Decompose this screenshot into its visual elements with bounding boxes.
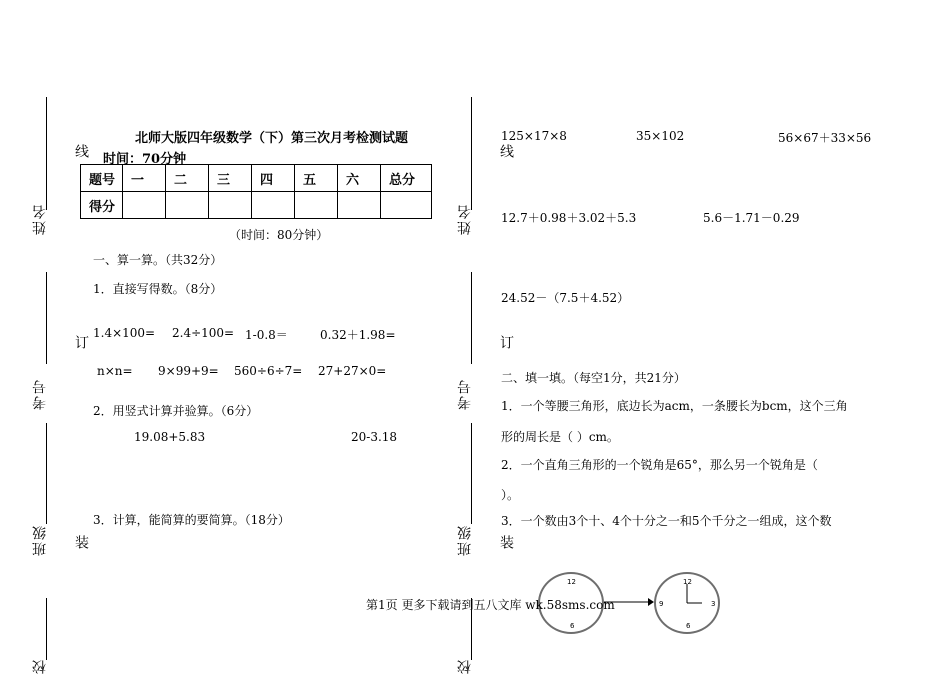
oral-item: 1-0.8＝ — [245, 328, 288, 342]
margin-examno-label-2: 考号 — [457, 378, 473, 410]
fill-question-1: 1．一个等腰三角形，底边长为acm，一条腰长为bcm，这个三角 — [501, 399, 848, 413]
binding-line-left-3 — [46, 423, 47, 524]
section-1-heading: 一、算一算。（共32分） — [93, 253, 223, 267]
margin-line-label-2: 线 — [498, 144, 514, 158]
question-2: 2．用竖式计算并验算。（6分） — [93, 404, 259, 418]
oral-item: 1.4×100= — [93, 326, 156, 340]
score-header-cell: 三 — [209, 165, 252, 192]
margin-class-label-2: 班级 — [457, 524, 473, 556]
score-header-cell: 总分 — [381, 165, 432, 192]
clock-number-3: 3 — [711, 600, 716, 608]
margin-ding-label: 订 — [73, 335, 89, 349]
oral-item: 2.4÷100= — [172, 326, 235, 340]
vertical-calc-item: 20-3.18 — [351, 430, 398, 444]
margin-class-label: 班级 — [32, 524, 48, 556]
score-header-cell: 四 — [252, 165, 295, 192]
fill-question-3: 3．一个数由3个十、4个十分之一和5个千分之一组成，这个数 — [501, 514, 832, 528]
score-table — [80, 164, 432, 219]
fill-question-1-cont: 形的周长是（ ）cm。 — [501, 430, 619, 444]
margin-zhuang-label: 装 — [73, 535, 89, 549]
margin-zhuang-label-2: 装 — [498, 535, 514, 549]
score-row — [81, 192, 432, 219]
calc-item: 125×17×8 — [501, 129, 567, 143]
margin-name-label-2: 姓名 — [457, 203, 473, 235]
binding-line-left-1 — [46, 97, 47, 210]
page-footer: 第1页 更多下载请到五八文库 wk.58sms.com — [366, 598, 615, 612]
clock-number-9: 9 — [659, 600, 664, 608]
score-header-cell: 一 — [123, 165, 166, 192]
score-header-row — [81, 165, 432, 192]
margin-name-label: 姓名 — [32, 203, 48, 235]
score-cell[interactable] — [209, 192, 252, 219]
binding-line-left-4 — [46, 598, 47, 660]
score-cell[interactable] — [295, 192, 338, 219]
question-1: 1．直接写得数。（8分） — [93, 282, 223, 296]
oral-item: 9×99+9= — [158, 364, 219, 378]
calc-item: 56×67＋33×56 — [778, 131, 872, 145]
vertical-calc-item: 19.08+5.83 — [134, 430, 206, 444]
calc-item: 24.52－（7.5＋4.52） — [501, 291, 630, 305]
score-cell[interactable] — [166, 192, 209, 219]
clock-number-12: 12 — [567, 578, 576, 586]
exam-time: 时间：70分钟 — [103, 152, 187, 167]
fill-question-2: 2．一个直角三角形的一个锐角是65°，那么另一个锐角是（ — [501, 458, 818, 472]
exam-title: 北师大版四年级数学（下）第三次月考检测试题 — [135, 131, 409, 146]
clock-number-12: 12 — [683, 578, 692, 586]
score-header-cell: 六 — [338, 165, 381, 192]
clock-number-6: 6 — [686, 622, 691, 630]
margin-school-label-2: 校 — [457, 658, 473, 674]
margin-line-label: 线 — [73, 144, 89, 158]
score-header-cell: 二 — [166, 165, 209, 192]
fill-question-2-cont: ）。 — [501, 488, 520, 502]
question-3: 3．计算，能简算的要简算。（18分） — [93, 513, 290, 527]
clock-number-6: 6 — [570, 622, 575, 630]
score-row-label: 得分 — [81, 192, 123, 219]
score-header-cell: 题号 — [81, 165, 123, 192]
calc-item: 35×102 — [636, 129, 685, 143]
binding-line-mid-3 — [471, 423, 472, 524]
oral-item: 0.32＋1.98= — [320, 328, 396, 342]
binding-line-mid-2 — [471, 272, 472, 364]
section-2-heading: 二、填一填。（每空1分，共21分） — [501, 371, 686, 385]
margin-ding-label-2: 订 — [498, 335, 514, 349]
score-cell[interactable] — [123, 192, 166, 219]
oral-item: 27+27×0= — [318, 364, 387, 378]
clock-face-right — [654, 572, 720, 634]
binding-line-mid-1 — [471, 97, 472, 210]
margin-school-label: 校 — [32, 658, 48, 674]
margin-examno-label: 考号 — [32, 378, 48, 410]
oral-item: n×n= — [97, 364, 133, 378]
score-cell[interactable] — [252, 192, 295, 219]
clock-hands-icon — [654, 572, 720, 634]
time-note: （时间：80分钟） — [229, 228, 329, 242]
calc-item: 5.6－1.71－0.29 — [703, 211, 800, 225]
calc-item: 12.7＋0.98＋3.02＋5.3 — [501, 211, 637, 225]
score-header-cell: 五 — [295, 165, 338, 192]
binding-line-left-2 — [46, 272, 47, 364]
score-cell[interactable] — [381, 192, 432, 219]
oral-item: 560÷6÷7= — [234, 364, 303, 378]
score-cell[interactable] — [338, 192, 381, 219]
